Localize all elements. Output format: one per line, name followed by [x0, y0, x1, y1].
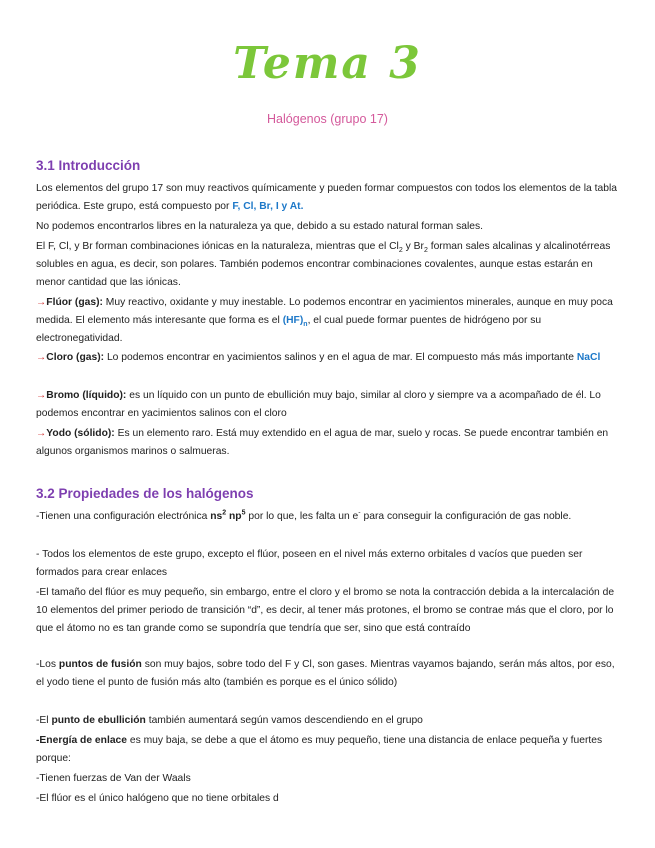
paragraph-cloro: →Cloro (gas): Lo podemos encontrar en yacimientos salinos y en el agua de mar. El compuesto más más importante NaCl — [36, 352, 601, 363]
elements-list: F, Cl, Br, I y At. — [232, 201, 304, 212]
paragraph-bromo: →Bromo (líquido): es un líquido con un punto de ebullición muy bajo, similar al cloro y siempre va a acompañado de él. Lo podemos encontrar en yacimientos salinos con el cloro — [36, 390, 601, 419]
page-subtitle: Halógenos (grupo 17) — [267, 112, 388, 126]
paragraph-fluor-no-d: -El flúor es el único halógeno que no tiene orbitales d — [36, 793, 279, 804]
arrow-icon: → — [36, 297, 47, 308]
paragraph-configuration: -Tienen una configuración electrónica $ns^2$ $np^5$ por lo que, les falta un e- para conseguir la configuración de gas noble. — [36, 509, 572, 522]
section-heading-introduction: 3.1 Introducción — [36, 158, 141, 173]
paragraph-free-state: No podemos encontrarlos libres en la naturaleza ya que, debido a su estado natural forman sales. — [36, 221, 484, 232]
arrow-icon: → — [36, 390, 47, 401]
paragraph-fluor: →Flúor (gas): Muy reactivo, oxidante y muy inestable. Lo podemos encontrar en yacimientos minerales, aunque en muy poca medida. El elemento más interesante que forma es el $(HF)_n$, el cual puede formar puentes de hidrógeno por su electronegatividad. — [36, 297, 613, 344]
fluor-label: Flúor (gas): — [46, 297, 103, 308]
paragraph-vdw: -Tienen fuerzas de Van der Waals — [36, 773, 191, 784]
paragraph-size: -El tamaño del flúor es muy pequeño, sin embargo, entre el cloro y el bromo se nota la contracción debida a la intercalación de 10 elementos del primer periodo de transición “d”, es decir, al tener más protones, el bromo se contrae más que el cloro, por lo que el átomo no es tan grande como se supondría que tendría que ser, sino que está contraído — [36, 587, 615, 634]
hf-compound: (HF) — [282, 315, 304, 326]
paragraph-intro: Los elementos del grupo 17 son muy reactivos químicamente y pueden formar compuestos con todos los elementos de la tabla periódica. Este grupo, está compuesto por F, Cl, Br, I y At. — [36, 183, 617, 212]
paragraph-energy: -Energía de enlace es muy baja, se debe a que el átomo es muy pequeño, tiene una distancia de enlace pequeña y fuertes porque: — [36, 735, 603, 764]
paragraph-combinations: El F, Cl, y Br forman combinaciones iónicas en la naturaleza, mientras que el $Cl_2$ y $Br_2$ forman sales alcalinas y alcalinotérreas solubles en agua, es decir, son polares. También podemos encontrar combinaciones covalentes, aunque estas estarán en menor cantidad que las iónicas. — [36, 241, 611, 288]
bromo-label: Bromo (líquido): — [46, 390, 127, 401]
paragraph-boiling: -El punto de ebullición también aumentará según vamos descendiendo en el grupo — [36, 715, 423, 726]
page-title: Tema 3 — [233, 38, 422, 89]
arrow-icon: → — [36, 352, 47, 363]
cloro-label: Cloro (gas): — [46, 352, 105, 363]
paragraph-yodo: →Yodo (sólido): Es un elemento raro. Está muy extendido en el agua de mar, suelo y rocas. Se puede encontrar también en algunos organismos marinos o salmueras. — [36, 428, 609, 457]
nacl-compound: NaCl — [576, 352, 601, 363]
arrow-icon: → — [36, 428, 47, 439]
section-heading-properties: 3.2 Propiedades de los halógenos — [36, 486, 254, 501]
yodo-label: Yodo (sólido): — [46, 428, 115, 439]
paragraph-fusion: -Los puntos de fusión son muy bajos, sobre todo del F y Cl, son gases. Mientras vayamos bajando, serán más altos, por eso, el yodo tiene el punto de fusión más alto (también es porque es el único sólido) — [36, 659, 615, 688]
paragraph-orbitals: - Todos los elementos de este grupo, excepto el flúor, poseen en el nivel más externo orbitales d vacíos que pueden ser formados para crear enlaces — [36, 549, 583, 578]
